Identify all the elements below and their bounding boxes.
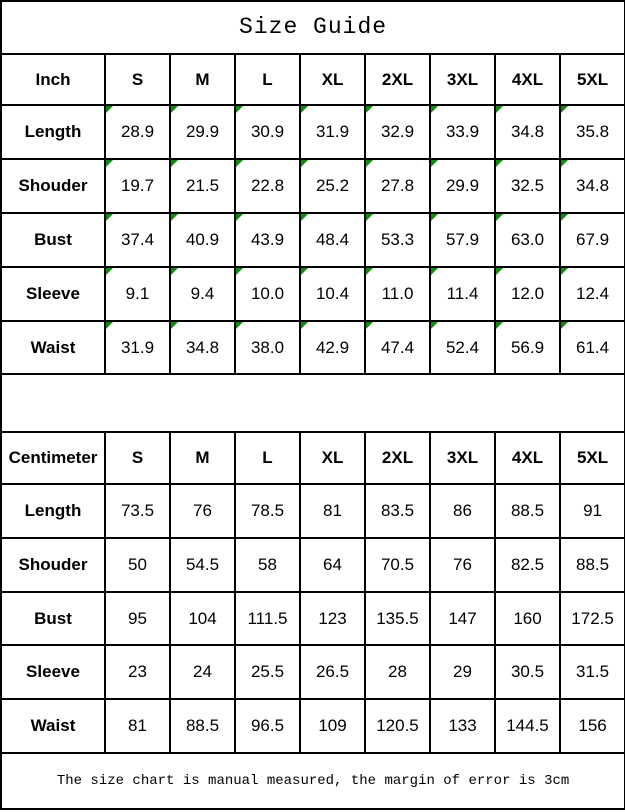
corner-marker-icon — [236, 106, 243, 113]
measurement-value-cell — [430, 538, 495, 592]
measurement-value-cell — [430, 645, 495, 699]
measurement-value: 56.9 — [510, 337, 545, 357]
measurement-value-cell — [495, 159, 560, 213]
size-column-header: 5XL — [560, 54, 625, 106]
measurement-value: 133 — [448, 716, 477, 736]
corner-marker-icon — [561, 322, 568, 329]
measurement-value-cell — [170, 484, 235, 538]
size-column-header: S — [105, 432, 170, 484]
measurement-value-cell — [560, 592, 625, 646]
measurement-value: 88.5 — [185, 716, 220, 736]
measurement-value-cell — [105, 592, 170, 646]
size-column-header: 5XL — [560, 432, 625, 484]
measurement-value: 63.0 — [510, 229, 545, 249]
measurement-value-cell — [560, 213, 625, 267]
measurement-value: 81 — [128, 716, 147, 736]
corner-marker-icon — [366, 322, 373, 329]
measurement-value-cell — [235, 321, 300, 375]
measurement-value-cell — [170, 105, 235, 159]
measurement-value: 34.8 — [185, 337, 220, 357]
measurement-value: 12.0 — [510, 283, 545, 303]
measurement-value: 48.4 — [315, 229, 350, 249]
measurement-value-cell — [235, 267, 300, 321]
corner-marker-icon — [431, 106, 438, 113]
measurement-value-cell — [495, 105, 560, 159]
corner-marker-icon — [301, 160, 308, 167]
measurement-value-cell — [495, 213, 560, 267]
measurement-value: 120.5 — [376, 716, 419, 736]
corner-marker-icon — [496, 268, 503, 275]
measurement-row-shouder-centimeter — [1, 538, 625, 592]
measurement-value: 38.0 — [250, 337, 285, 357]
measurement-value-cell — [235, 213, 300, 267]
measurement-row-bust-centimeter — [1, 592, 625, 646]
measurement-value-cell — [300, 538, 365, 592]
size-column-header: 4XL — [495, 432, 560, 484]
measurement-value-cell — [300, 267, 365, 321]
measurement-value-cell — [365, 321, 430, 375]
size-column-header: L — [235, 432, 300, 484]
measurement-value-cell — [560, 699, 625, 753]
measurement-value-cell — [300, 321, 365, 375]
measurement-value-cell — [495, 321, 560, 375]
measurement-value-cell — [430, 484, 495, 538]
size-column-header: M — [170, 432, 235, 484]
measurement-value: 12.4 — [576, 283, 610, 303]
corner-marker-icon — [236, 322, 243, 329]
measurement-value-cell — [300, 484, 365, 538]
measurement-value: 42.9 — [315, 337, 350, 357]
measurement-value-cell — [170, 592, 235, 646]
measurement-value: 43.9 — [250, 229, 285, 249]
corner-marker-icon — [431, 160, 438, 167]
measurement-value: 86 — [453, 500, 472, 520]
measurement-value: 25.5 — [250, 662, 285, 682]
size-column-header: M — [170, 54, 235, 106]
measurement-value-cell — [495, 267, 560, 321]
measurement-value: 81 — [323, 500, 342, 520]
measurement-value: 31.9 — [120, 337, 155, 357]
measurement-value-cell — [235, 105, 300, 159]
measurement-value-cell — [300, 699, 365, 753]
measurement-value: 35.8 — [576, 122, 610, 142]
measurement-value-cell — [560, 484, 625, 538]
measurement-value-cell — [105, 213, 170, 267]
unit-label-centimeter: Centimeter — [1, 432, 105, 484]
measurement-value: 10.0 — [250, 283, 285, 303]
measurement-value-cell — [235, 699, 300, 753]
measurement-value-cell — [235, 159, 300, 213]
measurement-value-cell — [430, 592, 495, 646]
measurement-value-cell — [105, 484, 170, 538]
measurement-row-label: Length — [1, 484, 105, 538]
measurement-value: 27.8 — [380, 176, 415, 196]
measurement-value: 28.9 — [120, 122, 155, 142]
measurement-value-cell — [560, 538, 625, 592]
measurement-value: 31.5 — [576, 662, 610, 682]
measurement-value: 83.5 — [380, 500, 415, 520]
corner-marker-icon — [106, 214, 113, 221]
measurement-value-cell — [365, 159, 430, 213]
measurement-row-shouder-inch — [1, 159, 625, 213]
measurement-value-cell — [105, 267, 170, 321]
measurement-row-label: Length — [1, 105, 105, 159]
size-column-header: 3XL — [430, 54, 495, 106]
measurement-value: 10.4 — [315, 283, 350, 303]
size-column-header: 2XL — [365, 54, 430, 106]
unit-label-inch: Inch — [1, 54, 105, 106]
measurement-value: 11.0 — [381, 283, 414, 303]
measurement-value-cell — [495, 484, 560, 538]
measurement-value: 28 — [388, 662, 407, 682]
corner-marker-icon — [431, 322, 438, 329]
measurement-value: 111.5 — [247, 608, 288, 628]
measurement-row-label: Shouder — [1, 159, 105, 213]
measurement-value: 37.4 — [120, 229, 155, 249]
measurement-value-cell — [235, 484, 300, 538]
corner-marker-icon — [171, 214, 178, 221]
corner-marker-icon — [171, 160, 178, 167]
corner-marker-icon — [496, 214, 503, 221]
measurement-value: 29.9 — [445, 176, 480, 196]
measurement-value: 91 — [583, 500, 603, 520]
measurement-value: 53.3 — [380, 229, 415, 249]
corner-marker-icon — [366, 106, 373, 113]
size-column-header: 3XL — [430, 432, 495, 484]
measurement-row-waist-inch — [1, 321, 625, 375]
measurement-value-cell — [495, 699, 560, 753]
unit-header-row-inch — [1, 54, 625, 106]
corner-marker-icon — [561, 106, 568, 113]
measurement-value: 123 — [318, 608, 347, 628]
measurement-value: 104 — [188, 608, 217, 628]
measurement-value: 109 — [318, 716, 347, 736]
measurement-value: 25.2 — [315, 176, 350, 196]
size-column-header: 2XL — [365, 432, 430, 484]
measurement-value: 88.5 — [576, 554, 610, 574]
corner-marker-icon — [301, 214, 308, 221]
measurement-value: 147 — [448, 608, 477, 628]
measurement-value-cell — [235, 538, 300, 592]
measurement-value-cell — [235, 592, 300, 646]
measurement-value-cell — [365, 105, 430, 159]
measurement-value: 73.5 — [120, 500, 155, 520]
corner-marker-icon — [431, 214, 438, 221]
corner-marker-icon — [366, 268, 373, 275]
measurement-value: 61.4 — [576, 337, 610, 357]
measurement-value: 82.5 — [510, 554, 545, 574]
measurement-value-cell — [170, 159, 235, 213]
measurement-value: 22.8 — [250, 176, 285, 196]
corner-marker-icon — [236, 214, 243, 221]
measurement-row-length-centimeter — [1, 484, 625, 538]
measurement-value: 57.9 — [445, 229, 480, 249]
measurement-row-label: Bust — [1, 592, 105, 646]
size-column-header: 4XL — [495, 54, 560, 106]
measurement-row-length-inch — [1, 105, 625, 159]
measurement-row-label: Waist — [1, 321, 105, 375]
measurement-value: 29.9 — [185, 122, 220, 142]
measurement-row-label: Bust — [1, 213, 105, 267]
measurement-value-cell — [365, 484, 430, 538]
measurement-value-cell — [365, 267, 430, 321]
corner-marker-icon — [496, 106, 503, 113]
measurement-value-cell — [300, 105, 365, 159]
spacer-cell — [1, 374, 625, 432]
measurement-value-cell — [365, 699, 430, 753]
measurement-value-cell — [430, 159, 495, 213]
measurement-value: 23 — [128, 662, 147, 682]
measurement-value-cell — [105, 105, 170, 159]
measurement-value-cell — [430, 267, 495, 321]
measurement-value: 30.5 — [510, 662, 545, 682]
corner-marker-icon — [301, 268, 308, 275]
corner-marker-icon — [496, 160, 503, 167]
spacer-row — [1, 374, 625, 432]
measurement-value-cell — [170, 321, 235, 375]
measurement-value-cell — [105, 699, 170, 753]
measurement-value-cell — [365, 538, 430, 592]
measurement-row-sleeve-inch — [1, 267, 625, 321]
corner-marker-icon — [301, 106, 308, 113]
size-column-header: S — [105, 54, 170, 106]
measurement-value: 54.5 — [185, 554, 220, 574]
measurement-value-cell — [170, 699, 235, 753]
corner-marker-icon — [301, 322, 308, 329]
measurement-value: 67.9 — [576, 229, 610, 249]
measurement-value-cell — [105, 645, 170, 699]
measurement-value: 52.4 — [445, 337, 480, 357]
measurement-value: 64 — [323, 554, 342, 574]
corner-marker-icon — [236, 268, 243, 275]
size-column-header: XL — [300, 432, 365, 484]
measurement-value: 26.5 — [315, 662, 350, 682]
measurement-value-cell — [560, 645, 625, 699]
measurement-row-label: Waist — [1, 699, 105, 753]
measurement-value-cell — [170, 538, 235, 592]
measurement-value: 29 — [453, 662, 472, 682]
measurement-value: 58 — [258, 554, 277, 574]
measurement-value: 78.5 — [250, 500, 285, 520]
measurement-row-label: Sleeve — [1, 267, 105, 321]
corner-marker-icon — [171, 322, 178, 329]
measurement-value: 96.5 — [250, 716, 285, 736]
measurement-value: 160 — [513, 608, 542, 628]
corner-marker-icon — [171, 106, 178, 113]
corner-marker-icon — [106, 322, 113, 329]
measurement-value: 34.8 — [510, 122, 545, 142]
measurement-row-label: Sleeve — [1, 645, 105, 699]
measurement-value: 19.7 — [120, 176, 155, 196]
measurement-value: 34.8 — [576, 176, 610, 196]
corner-marker-icon — [496, 322, 503, 329]
measurement-row-sleeve-centimeter — [1, 645, 625, 699]
measurement-value: 76 — [453, 554, 472, 574]
measurement-value-cell — [170, 213, 235, 267]
size-column-header: L — [235, 54, 300, 106]
measurement-value: 172.5 — [571, 608, 614, 628]
corner-marker-icon — [236, 160, 243, 167]
measurement-value: 9.4 — [190, 283, 215, 303]
measurement-value: 135.5 — [376, 608, 419, 628]
measurement-value-cell — [430, 105, 495, 159]
measurement-value: 11.4 — [446, 283, 479, 303]
title-row — [1, 1, 625, 54]
footer-note: The size chart is manual measured, the margin of error is 3cm — [1, 753, 625, 809]
measurement-value-cell — [300, 213, 365, 267]
measurement-value-cell — [365, 645, 430, 699]
measurement-value: 9.1 — [125, 283, 150, 303]
measurement-value: 30.9 — [250, 122, 285, 142]
measurement-value: 31.9 — [315, 122, 350, 142]
measurement-value-cell — [495, 538, 560, 592]
corner-marker-icon — [561, 160, 568, 167]
measurement-value-cell — [170, 645, 235, 699]
measurement-value: 40.9 — [185, 229, 220, 249]
corner-marker-icon — [106, 106, 113, 113]
measurement-value-cell — [105, 538, 170, 592]
measurement-value-cell — [430, 213, 495, 267]
measurement-row-label: Shouder — [1, 538, 105, 592]
measurement-value-cell — [560, 321, 625, 375]
corner-marker-icon — [366, 214, 373, 221]
measurement-value: 76 — [193, 500, 212, 520]
measurement-value-cell — [365, 213, 430, 267]
measurement-value-cell — [560, 267, 625, 321]
measurement-value-cell — [300, 159, 365, 213]
measurement-value: 32.5 — [510, 176, 545, 196]
measurement-value-cell — [495, 645, 560, 699]
corner-marker-icon — [561, 268, 568, 275]
measurement-value: 24 — [193, 662, 212, 682]
corner-marker-icon — [106, 268, 113, 275]
corner-marker-icon — [561, 214, 568, 221]
measurement-value-cell — [105, 159, 170, 213]
measurement-value-cell — [430, 699, 495, 753]
measurement-value: 50 — [128, 554, 147, 574]
measurement-value: 156 — [578, 716, 607, 736]
corner-marker-icon — [366, 160, 373, 167]
measurement-value-cell — [560, 105, 625, 159]
measurement-value-cell — [300, 592, 365, 646]
measurement-value: 70.5 — [380, 554, 415, 574]
measurement-value: 33.9 — [445, 122, 480, 142]
measurement-value: 95 — [128, 608, 147, 628]
size-column-header: XL — [300, 54, 365, 106]
measurement-value: 47.4 — [380, 337, 415, 357]
corner-marker-icon — [431, 268, 438, 275]
measurement-value-cell — [430, 321, 495, 375]
measurement-value: 88.5 — [510, 500, 545, 520]
measurement-value-cell — [560, 159, 625, 213]
measurement-value: 32.9 — [380, 122, 415, 142]
page-title: Size Guide — [1, 1, 625, 54]
corner-marker-icon — [171, 268, 178, 275]
measurement-value-cell — [105, 321, 170, 375]
unit-header-row-centimeter — [1, 432, 625, 484]
measurement-row-bust-inch — [1, 213, 625, 267]
measurement-value-cell — [235, 645, 300, 699]
measurement-value: 144.5 — [506, 716, 549, 736]
measurement-value-cell — [300, 645, 365, 699]
corner-marker-icon — [106, 160, 113, 167]
measurement-value-cell — [495, 592, 560, 646]
footer-row — [1, 753, 625, 809]
measurement-value: 21.5 — [185, 176, 220, 196]
measurement-row-waist-centimeter — [1, 699, 625, 753]
measurement-value-cell — [170, 267, 235, 321]
measurement-value-cell — [365, 592, 430, 646]
